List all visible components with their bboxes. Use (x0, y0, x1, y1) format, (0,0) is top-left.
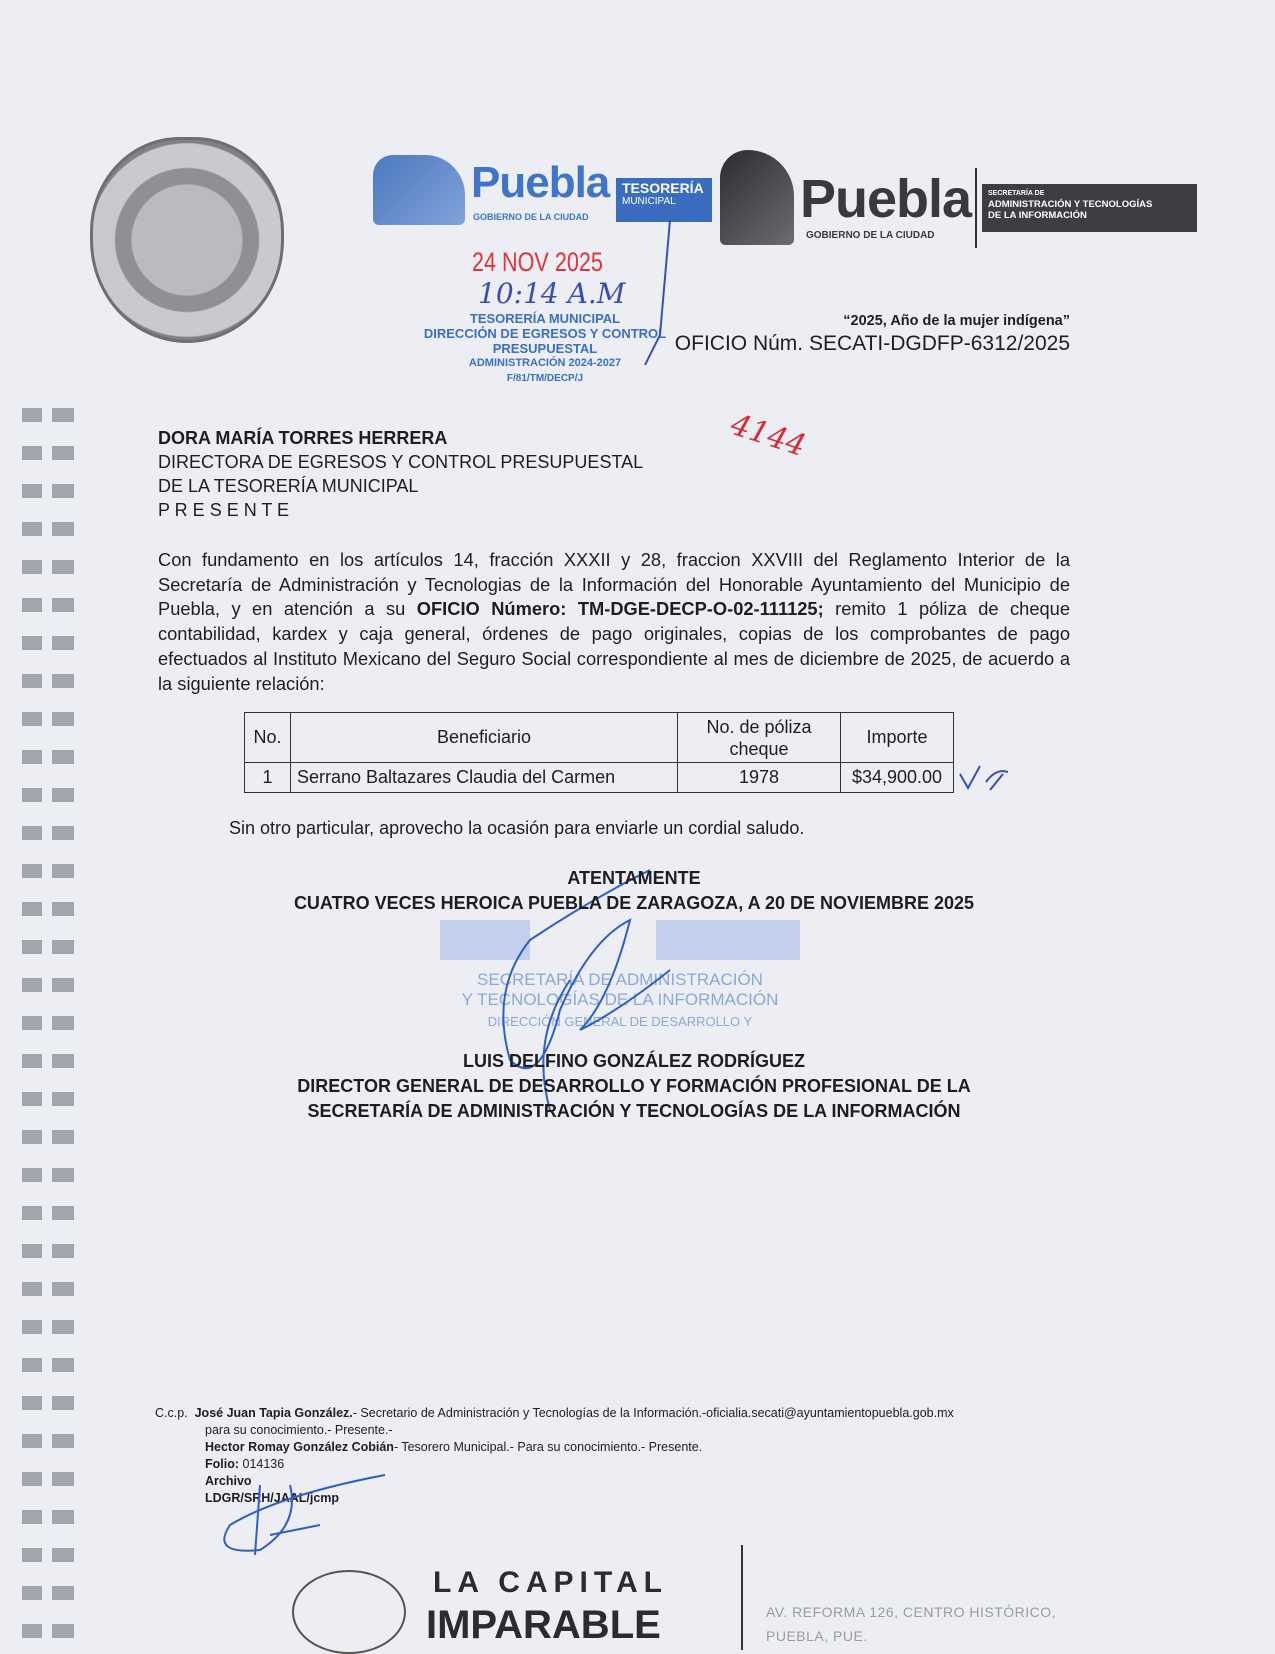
secati-tag: SECRETARÍA DE ADMINISTRACIÓN Y TECNOLOGÍAS DE LA INFORMACIÓN (982, 184, 1197, 232)
cc-block: C.c.p. José Juan Tapia González.- Secretario de Administración y Tecnologías de la Información.-oficialia.secati@ayuntamientopuebla.gob.mx para su conocimiento.- Presente.- Hector Romay González Cobián- Tesorero Municipal.- Para su conocimiento.- Presente. Folio: 014136 Archivo LDGR/SRH/JAAL/jcmp (155, 1406, 954, 1505)
year-slogan: “2025, Año de la mujer indígena” (843, 313, 1070, 329)
city-coat-of-arms-seal (90, 137, 284, 343)
oficio-number: OFICIO Núm. SECATI-DGDFP-6312/2025 (674, 332, 1070, 355)
signature-block: ATENTAMENTE CUATRO VECES HEROICA PUEBLA DE ZARAGOZA, A 20 DE NOVIEMBRE 2025 LUIS DELFINO GONZÁLEZ RODRÍGUEZ DIRECTOR GENERAL DE DESARROLLO Y FORMACIÓN PROFESIONAL DE LA SECRETARÍA DE ADMINISTRACIÓN Y TECNOLOGÍAS DE LA INFORMACIÓN (229, 866, 1039, 1124)
presente: P R E S E N T E (158, 500, 290, 520)
table-row: 1 Serrano Baltazares Claudia del Carmen 1978 $34,900.00 (245, 763, 954, 793)
decorative-left-border (22, 400, 74, 1650)
logo-subtitle: GOBIERNO DE LA CIUDAD (806, 230, 935, 241)
signer-title: SECRETARÍA DE ADMINISTRACIÓN Y TECNOLOGÍAS DE LA INFORMACIÓN (307, 1101, 961, 1121)
handwritten-time: 10:14 A.M (478, 277, 626, 310)
recipient-title: DE LA TESORERÍA MUNICIPAL (158, 476, 419, 496)
closing-text: Sin otro particular, aprovecho la ocasión para enviarle un cordial saludo. (229, 818, 805, 838)
handwritten-initials-icon (200, 1465, 400, 1555)
footer-slogan: LA CAPITAL (433, 1566, 668, 1599)
recipient-name: DORA MARÍA TORRES HERRERA (158, 428, 448, 448)
signer-title: DIRECTOR GENERAL DE DESARROLLO Y FORMACIÓN PROFESIONAL DE LA (297, 1076, 971, 1096)
footer-address: AV. REFORMA 126, CENTRO HISTÓRICO, PUEBLA, PUE. (766, 1604, 1057, 1644)
puebla-emblem-icon (720, 150, 794, 245)
checkmark-icon (958, 762, 1013, 792)
logo-word: Puebla (800, 169, 972, 229)
relation-table: No. Beneficiario No. de póliza cheque Importe 1 Serrano Baltazares Claudia del Carmen 1978 $34,900.00 (244, 712, 954, 793)
divider (975, 168, 977, 248)
equality-seal-icon (292, 1570, 406, 1654)
received-date-stamp: 24 NOV 2025 (472, 247, 603, 277)
puebla-tesoreria-logo (373, 150, 613, 230)
handwritten-folio: 4144 (726, 407, 810, 464)
recipient-block (158, 426, 643, 522)
secati-signature-stamp: SECRETARÍA DE ADMINISTRACIÓN Y TECNOLOGÍAS DE LA INFORMACIÓN DIRECCIÓN GENERAL DE DESARROLLO Y (440, 920, 800, 1030)
signer-name: LUIS DELFINO GONZÁLEZ RODRÍGUEZ (463, 1051, 805, 1071)
puebla-emblem-icon (373, 155, 465, 225)
body-paragraph: Con fundamento en los artículos 14, fracción XXXII y 28, fraccion XXVIII del Reglamento Interior de la Secretaría de Administración y Tecnologias de la Información del Honorable Ayuntamiento del Municipio de Puebla, y en atención a su OFICIO Número: TM-DGE-DECP-O-02-111125; remito 1 póliza de cheque contabilidad, kardex y caja general, órdenes de pago originales, copias de los comprobantes de pago efectuados al Instituto Mexicano del Seguro Social correspondiente al mes de diciembre de 2025, de acuerdo a la siguiente relación: (158, 549, 1071, 694)
footer-slogan: IMPARABLE (426, 1603, 661, 1647)
recipient-title: DIRECTORA DE EGRESOS Y CONTROL PRESUPUESTAL (158, 452, 644, 472)
footer-divider (741, 1545, 743, 1650)
tesoreria-reception-stamp: TESORERÍA MUNICIPAL DIRECCIÓN DE EGRESOS Y CONTROL PRESUPUESTAL ADMINISTRACIÓN 2024-2027 F/81/TM/DECP/J (423, 311, 667, 384)
logo-subtitle: GOBIERNO DE LA CIUDAD (473, 212, 589, 222)
tesoreria-tag: TESORERÍA MUNICIPAL (616, 178, 712, 222)
logo-word: Puebla (471, 158, 610, 207)
